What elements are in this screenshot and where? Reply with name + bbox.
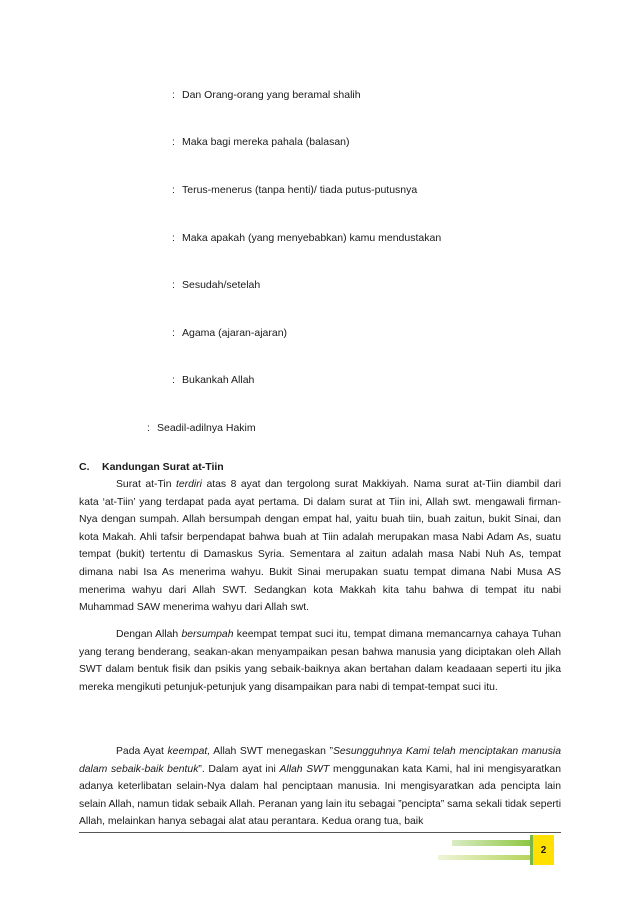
- glossary-item: [172, 231, 441, 245]
- glossary-colon: :: [172, 279, 175, 291]
- text-run: Pada Ayat: [116, 746, 168, 757]
- glossary-item: [147, 421, 256, 435]
- glossary-item: [172, 278, 260, 292]
- glossary-text: Bukankah Allah: [182, 374, 255, 386]
- glossary-text: Seadil-adilnya Hakim: [157, 422, 256, 434]
- page-number: 2: [540, 844, 547, 856]
- text-run: menggunakan kata Kami, hal ini mengisyaratkan adanya keterlibatan selain-Nya dalam hal penciptaan manusia. Ini mengisyaratkan ada pencipta lain selain Allah, namun tidak sebaik Allah. Peranan yang lain itu sebagai ”pencipta” sama sekali tidak seperti Allah, melainkan hanya sebagai alat atau perantara. Kedua orang tua, baik: [79, 763, 561, 828]
- text-run: ”. Dalam ayat ini: [198, 763, 280, 775]
- text-run: Surat at-Tin: [116, 479, 176, 490]
- section-letter: C.: [79, 461, 90, 473]
- body-paragraph: [79, 626, 561, 696]
- italic-run: keempat,: [167, 746, 211, 757]
- footer-accent-bar: [438, 855, 532, 860]
- glossary-colon: :: [172, 89, 175, 101]
- glossary-text: Maka bagi mereka pahala (balasan): [182, 136, 350, 148]
- section-title: Kandungan Surat at-Tiin: [102, 461, 224, 473]
- text-run: atas 8 ayat dan tergolong surat Makkiyah. Nama surat at-Tiin diambil dari kata ‘at-Tiin’ yang terdapat pada ayat pertama. Di dalam surat at Tiin ini, Allah swt. mengawali firman-Nya dengan sumpah. Allah bersumpah dengan empat hal, yaitu buah tiin, buah zaitun, bukit Sinai, dan kota Makah. Ahli tafsir berpendapat bahwa buah at Tiin adalah merupakan masa Nabi Adam As, suatu tempat (bukit) tertentu di Damaskus Syria. Sementara al zaitun adalah masa Nabi Nuh As, tempat dimana nabi Isa As menerima wahyu. Bukit Sinai merupakan suatu tempat dimana Nabi Musa AS menerima wahyu dari Allah SWT. Sedangkan kota Makkah kita tahu bahwa di tempat itu nabi Muhammad SAW menerima wahyu dari Allah swt.: [79, 479, 561, 614]
- section-heading: [79, 460, 224, 474]
- glossary-colon: :: [172, 232, 175, 244]
- glossary-item: [172, 135, 350, 149]
- glossary-text: Dan Orang-orang yang beramal shalih: [182, 89, 361, 101]
- italic-run: Sesungguhnya Kami telah menciptakan manusia dalam sebaik-baik bentuk: [79, 746, 561, 775]
- glossary-colon: :: [147, 422, 150, 434]
- footer-divider: [79, 832, 561, 833]
- italic-run: bersumpah: [181, 629, 234, 640]
- glossary-colon: :: [172, 374, 175, 386]
- glossary-text: Sesudah/setelah: [182, 279, 261, 291]
- body-paragraph: [79, 743, 561, 831]
- text-run: Allah SWT menegaskan ”: [210, 746, 333, 757]
- glossary-colon: :: [172, 327, 175, 339]
- glossary-text: Agama (ajaran-ajaran): [182, 327, 288, 339]
- glossary-item: [172, 183, 417, 197]
- page-number-badge: [530, 835, 554, 865]
- italic-run: terdiri: [176, 479, 202, 490]
- italic-run: Allah SWT: [279, 763, 330, 775]
- footer-accent-bar: [452, 840, 532, 846]
- glossary-colon: :: [172, 136, 175, 148]
- glossary-item: [172, 326, 287, 340]
- text-run: Dengan Allah: [116, 629, 182, 640]
- glossary-item: [172, 88, 361, 102]
- glossary-item: [172, 373, 254, 387]
- text-run: keempat tempat suci itu, tempat dimana memancarnya cahaya Tuhan yang terang benderang, seakan-akan menyampaikan pesan bahwa manusia yang diciptakan oleh Allah SWT dalam bentuk fisik dan psikis yang sebaik-baiknya akan bertahan dalam keadaaan seperti itu jika mereka mengikuti petunjuk-petunjuk yang disampaikan para nabi di tempat-tempat suci itu.: [79, 629, 561, 693]
- glossary-text: Maka apakah (yang menyebabkan) kamu mendustakan: [182, 232, 442, 244]
- glossary-colon: :: [172, 184, 175, 196]
- body-paragraph: [79, 476, 561, 617]
- glossary-text: Terus-menerus (tanpa henti)/ tiada putus-putusnya: [182, 184, 418, 196]
